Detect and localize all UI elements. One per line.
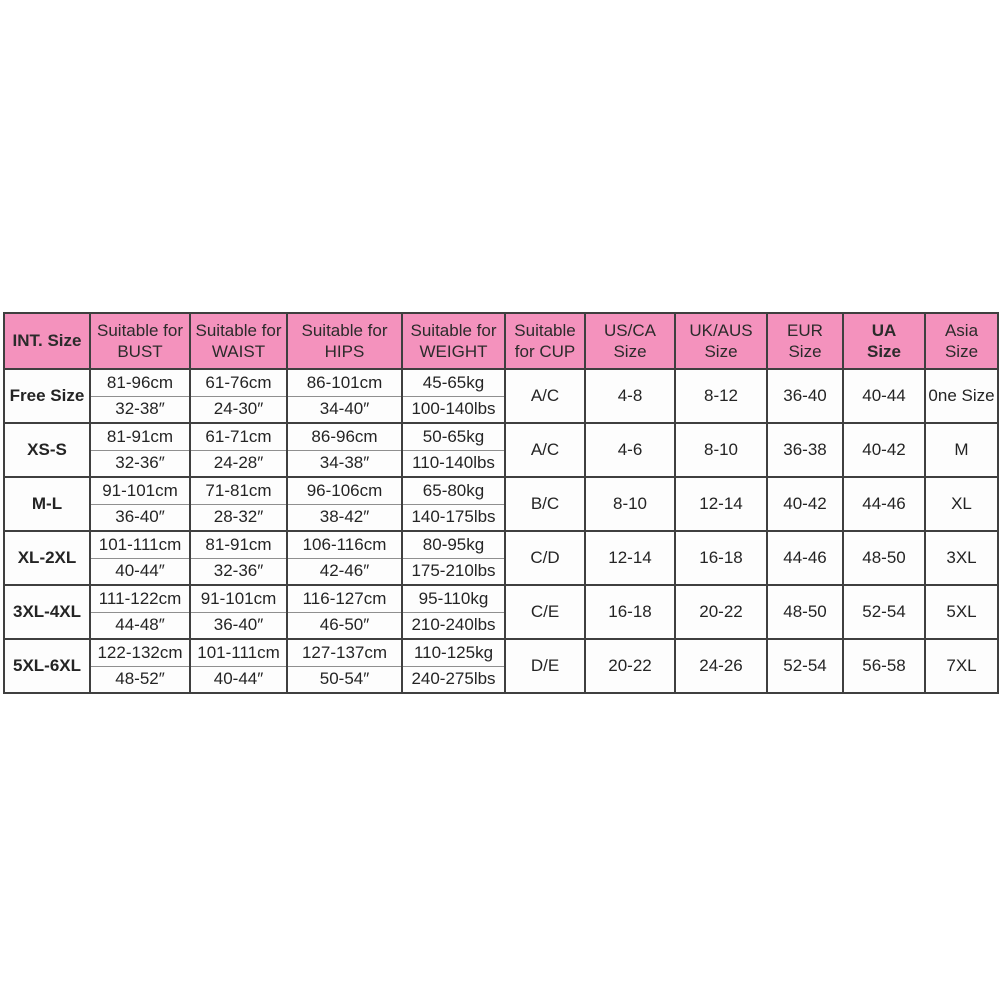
table-row (4, 477, 998, 504)
weight-lbs-cell: 110-140lbs (402, 450, 505, 477)
weight-kg-cell: 65-80kg (402, 477, 505, 504)
eur-cell: 44-46 (767, 531, 843, 585)
hips-cm-cell: 86-101cm (287, 369, 402, 396)
weight-kg-cell: 80-95kg (402, 531, 505, 558)
size-chart-table (3, 312, 999, 694)
weight-kg-cell: 110-125kg (402, 639, 505, 666)
bust-cm-cell: 81-96cm (90, 369, 190, 396)
uk-aus-cell: 12-14 (675, 477, 767, 531)
asia-cell: 5XL (925, 585, 998, 639)
waist-cm-cell: 81-91cm (190, 531, 287, 558)
ua-cell: 48-50 (843, 531, 925, 585)
table-row (4, 531, 998, 558)
weight-lbs-cell: 100-140lbs (402, 396, 505, 423)
bust-in-cell: 40-44″ (90, 558, 190, 585)
hips-in-cell: 46-50″ (287, 612, 402, 639)
hips-cm-cell: 106-116cm (287, 531, 402, 558)
asia-cell: 3XL (925, 531, 998, 585)
header-uk-aus: UK/AUS Size (675, 313, 767, 369)
int-size-cell: XS-S (4, 423, 90, 477)
cup-cell: A/C (505, 423, 585, 477)
weight-kg-cell: 50-65kg (402, 423, 505, 450)
hips-cm-cell: 127-137cm (287, 639, 402, 666)
hips-cm-cell: 96-106cm (287, 477, 402, 504)
header-row (4, 313, 998, 369)
uk-aus-cell: 8-12 (675, 369, 767, 423)
waist-cm-cell: 101-111cm (190, 639, 287, 666)
uk-aus-cell: 16-18 (675, 531, 767, 585)
table-row (4, 369, 998, 396)
us-ca-cell: 8-10 (585, 477, 675, 531)
uk-aus-cell: 8-10 (675, 423, 767, 477)
asia-cell: 0ne Size (925, 369, 998, 423)
hips-cm-cell: 116-127cm (287, 585, 402, 612)
us-ca-cell: 4-8 (585, 369, 675, 423)
ua-cell: 52-54 (843, 585, 925, 639)
asia-cell: XL (925, 477, 998, 531)
int-size-cell: 5XL-6XL (4, 639, 90, 693)
bust-cm-cell: 81-91cm (90, 423, 190, 450)
int-size-cell: XL-2XL (4, 531, 90, 585)
us-ca-cell: 20-22 (585, 639, 675, 693)
header-int-size: INT. Size (4, 313, 90, 369)
hips-in-cell: 38-42″ (287, 504, 402, 531)
waist-in-cell: 24-28″ (190, 450, 287, 477)
bust-in-cell: 44-48″ (90, 612, 190, 639)
cup-cell: D/E (505, 639, 585, 693)
cup-cell: C/E (505, 585, 585, 639)
uk-aus-cell: 24-26 (675, 639, 767, 693)
header-asia: Asia Size (925, 313, 998, 369)
asia-cell: M (925, 423, 998, 477)
weight-lbs-cell: 175-210lbs (402, 558, 505, 585)
header-us-ca: US/CA Size (585, 313, 675, 369)
header-ua: UA Size (843, 313, 925, 369)
waist-cm-cell: 61-71cm (190, 423, 287, 450)
header-weight: Suitable for WEIGHT (402, 313, 505, 369)
header-waist: Suitable for WAIST (190, 313, 287, 369)
int-size-cell: 3XL-4XL (4, 585, 90, 639)
bust-in-cell: 36-40″ (90, 504, 190, 531)
weight-kg-cell: 95-110kg (402, 585, 505, 612)
table-row (4, 423, 998, 450)
header-eur: EUR Size (767, 313, 843, 369)
eur-cell: 40-42 (767, 477, 843, 531)
ua-cell: 40-42 (843, 423, 925, 477)
eur-cell: 52-54 (767, 639, 843, 693)
cup-cell: C/D (505, 531, 585, 585)
header-bust: Suitable for BUST (90, 313, 190, 369)
waist-in-cell: 40-44″ (190, 666, 287, 693)
weight-lbs-cell: 140-175lbs (402, 504, 505, 531)
bust-cm-cell: 122-132cm (90, 639, 190, 666)
us-ca-cell: 16-18 (585, 585, 675, 639)
ua-cell: 44-46 (843, 477, 925, 531)
bust-cm-cell: 91-101cm (90, 477, 190, 504)
eur-cell: 36-38 (767, 423, 843, 477)
asia-cell: 7XL (925, 639, 998, 693)
uk-aus-cell: 20-22 (675, 585, 767, 639)
header-cup: Suitable for CUP (505, 313, 585, 369)
cup-cell: A/C (505, 369, 585, 423)
waist-cm-cell: 61-76cm (190, 369, 287, 396)
hips-in-cell: 50-54″ (287, 666, 402, 693)
us-ca-cell: 12-14 (585, 531, 675, 585)
hips-cm-cell: 86-96cm (287, 423, 402, 450)
bust-in-cell: 32-36″ (90, 450, 190, 477)
waist-in-cell: 36-40″ (190, 612, 287, 639)
bust-cm-cell: 111-122cm (90, 585, 190, 612)
waist-cm-cell: 71-81cm (190, 477, 287, 504)
waist-in-cell: 28-32″ (190, 504, 287, 531)
header-hips: Suitable for HIPS (287, 313, 402, 369)
waist-in-cell: 32-36″ (190, 558, 287, 585)
waist-cm-cell: 91-101cm (190, 585, 287, 612)
int-size-cell: M-L (4, 477, 90, 531)
us-ca-cell: 4-6 (585, 423, 675, 477)
cup-cell: B/C (505, 477, 585, 531)
eur-cell: 36-40 (767, 369, 843, 423)
weight-kg-cell: 45-65kg (402, 369, 505, 396)
bust-in-cell: 32-38″ (90, 396, 190, 423)
hips-in-cell: 34-38″ (287, 450, 402, 477)
weight-lbs-cell: 240-275lbs (402, 666, 505, 693)
hips-in-cell: 34-40″ (287, 396, 402, 423)
hips-in-cell: 42-46″ (287, 558, 402, 585)
bust-cm-cell: 101-111cm (90, 531, 190, 558)
int-size-cell: Free Size (4, 369, 90, 423)
weight-lbs-cell: 210-240lbs (402, 612, 505, 639)
table-row (4, 585, 998, 612)
table-row (4, 639, 998, 666)
waist-in-cell: 24-30″ (190, 396, 287, 423)
eur-cell: 48-50 (767, 585, 843, 639)
ua-cell: 40-44 (843, 369, 925, 423)
bust-in-cell: 48-52″ (90, 666, 190, 693)
ua-cell: 56-58 (843, 639, 925, 693)
